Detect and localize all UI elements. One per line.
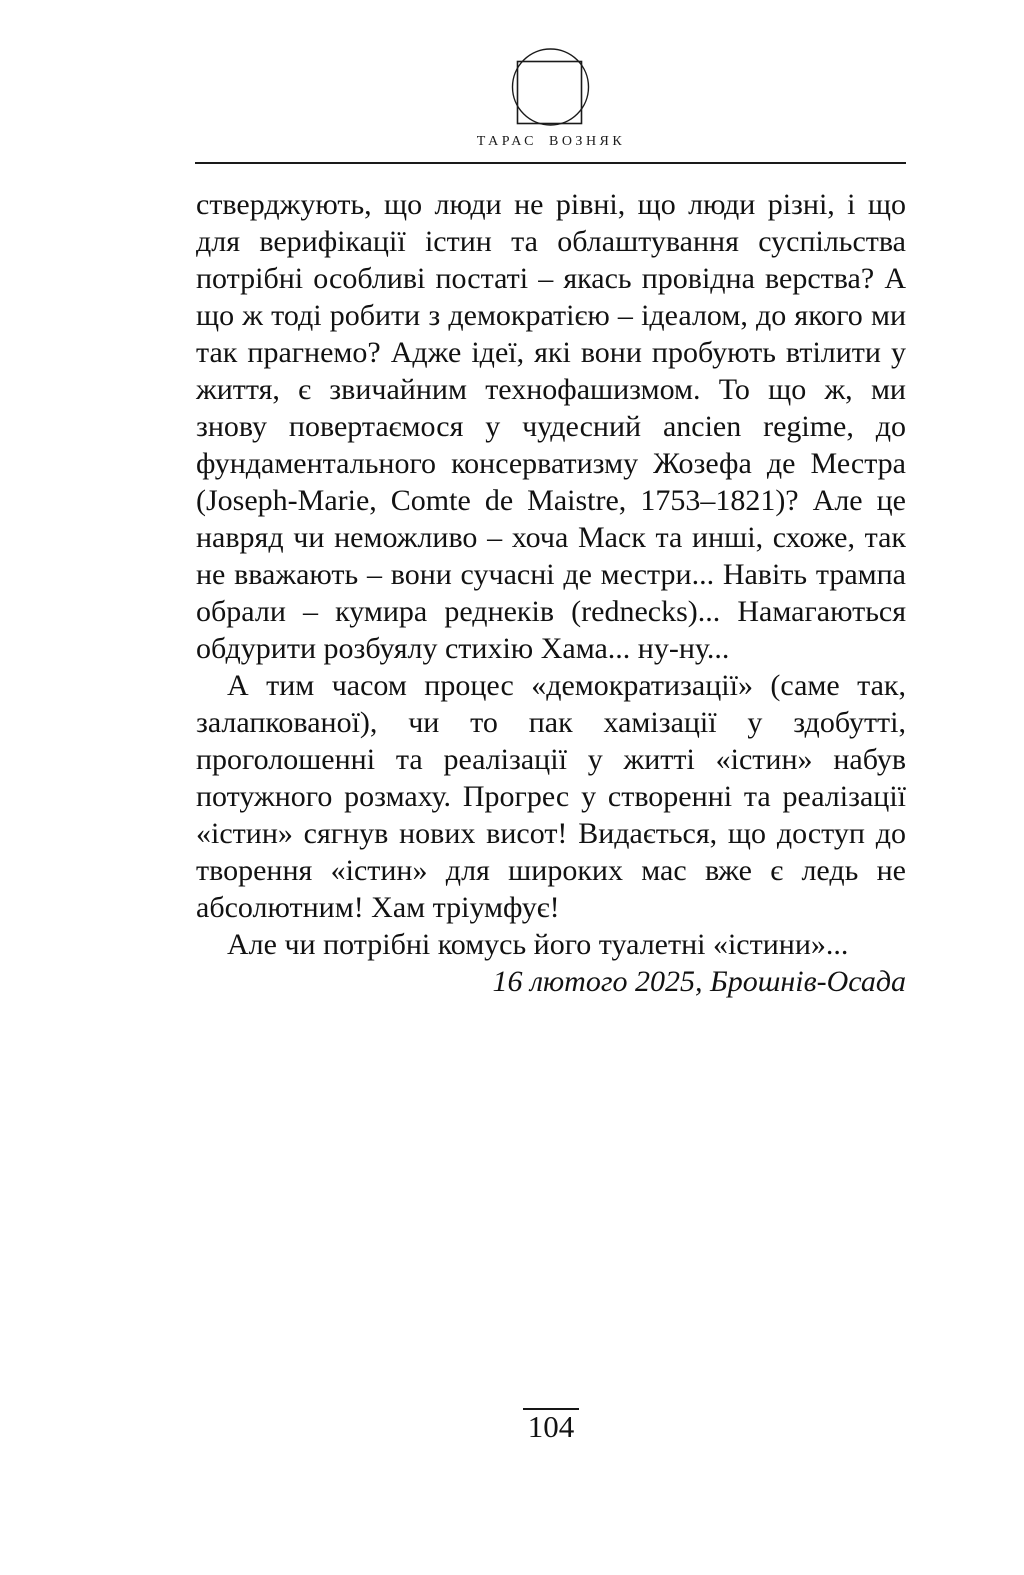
dateline: 16 лютого 2025, Брошнів-Осада: [492, 965, 906, 998]
circle-square-logo-icon: [511, 48, 591, 128]
body-text: [196, 186, 906, 1000]
header-rule: [195, 162, 906, 164]
paragraph-1: стверджують, що люди не рівні, що люди різні, і що для верифікації істин та облаштування суспільства потрібні особливі постаті – якась провідна верства? А що ж тоді робити з демократією – ідеалом, до якого ми так прагнемо? Адже ідеї, які вони пробують втілити у життя, є звичайним технофашизмом. То що ж, ми знову повертаємося у чудесний ancien regime, до фундаментального консерватизму Жозефа де Местра (Joseph-Marie, Comte de Maistre, 1753–1821)? Але це навряд чи неможливо – хоча Маск та инші, схоже, так не вважають – вони сучасні де местри... Навіть трампа обрали – кумира реднеків (rednecks)... Намагаються обдурити розбуялу стихію Хама... ну-ну...: [196, 188, 906, 665]
page-number: 104: [523, 1408, 580, 1442]
publisher-logo: [196, 48, 906, 128]
running-header-author: ТАРАС ВОЗНЯК: [476, 134, 626, 149]
page-footer: [196, 1408, 906, 1442]
paragraph-2: А тим часом процес «демократизації» (саме так, залапкованої), чи то пак хамізації у здобутті, проголошенні та реалізації у житті «істин» набув потужного розмаху. Прогрес у створенні та реалізації «істин» сягнув нових висот! Видається, що доступ до творення «істин» для широких мас вже є ледь не абсолютним! Хам тріумфує!: [196, 669, 906, 924]
paragraph-3: Але чи потрібні комусь його туалетні «істини»...: [227, 928, 849, 961]
